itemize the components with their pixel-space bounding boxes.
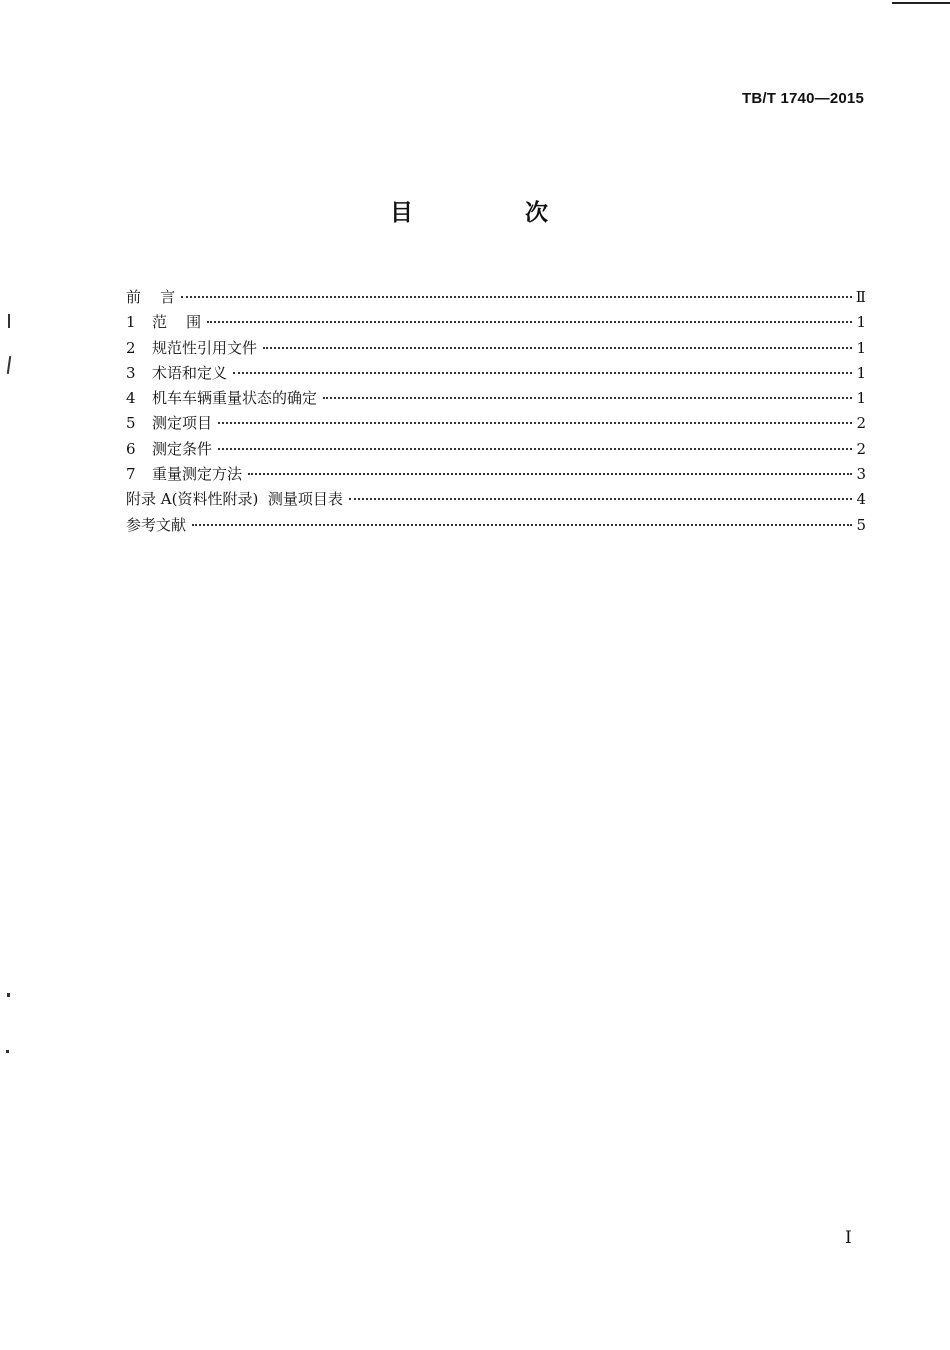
toc-entry-number: 7 — [126, 465, 136, 484]
toc-entry-label: 重量测定方法 — [152, 465, 243, 484]
toc-entry-label: 测定条件 — [152, 439, 213, 458]
toc-entry-terms-definitions[interactable] — [126, 361, 866, 386]
toc-entry-page: 4 — [856, 490, 866, 509]
toc-entry-number: 5 — [126, 414, 136, 433]
toc-entry-foreword[interactable] — [126, 285, 866, 310]
toc-entry-label: 术语和定义 — [152, 363, 228, 382]
toc-entry-number: 1 — [126, 313, 136, 332]
toc-entry-label: 参考文献 — [126, 515, 187, 534]
toc-entry-number: 6 — [126, 439, 136, 458]
scan-artifact-mark — [8, 314, 10, 328]
table-of-contents — [126, 285, 866, 538]
toc-dot-leader — [323, 397, 852, 399]
scan-edge-rule — [892, 2, 950, 4]
toc-entry-page: 3 — [856, 465, 866, 484]
toc-entry-page: 5 — [856, 515, 866, 534]
toc-dot-leader — [192, 524, 852, 526]
toc-entry-page: 2 — [856, 439, 866, 458]
toc-entry-appendix-a[interactable] — [126, 487, 866, 512]
toc-entry-bibliography[interactable] — [126, 513, 866, 538]
toc-dot-leader — [248, 473, 852, 475]
toc-title: 目 次 — [389, 200, 600, 226]
toc-entry-page: 2 — [856, 414, 866, 433]
toc-dot-leader — [349, 498, 853, 500]
toc-entry-page: 1 — [856, 313, 866, 332]
toc-entry-label: 测定项目 — [152, 414, 213, 433]
toc-entry-measurement-conditions[interactable] — [126, 437, 866, 462]
toc-entry-label: 附录 A(资料性附录) 测量项目表 — [126, 490, 343, 509]
toc-entry-label: 机车车辆重量状态的确定 — [152, 389, 318, 408]
toc-entry-scope[interactable] — [126, 310, 866, 335]
standard-number: TB/T 1740—2015 — [741, 90, 864, 107]
toc-entry-weight-state[interactable] — [126, 386, 866, 411]
toc-entry-number: 3 — [126, 363, 136, 382]
toc-entry-label: 范 围 — [152, 313, 202, 332]
toc-dot-leader — [218, 448, 852, 450]
scan-artifact-mark — [7, 993, 10, 997]
toc-entry-label: 规范性引用文件 — [152, 338, 258, 357]
scan-artifact-mark — [7, 356, 11, 374]
toc-dot-leader — [263, 347, 852, 349]
toc-entry-page: Ⅱ — [855, 288, 866, 306]
toc-entry-page: 1 — [856, 363, 866, 382]
toc-entry-page: 1 — [856, 338, 866, 357]
toc-entry-page: 1 — [856, 389, 866, 408]
toc-dot-leader — [207, 321, 852, 323]
toc-dot-leader — [218, 422, 852, 424]
page-number: I — [845, 1228, 852, 1248]
toc-dot-leader — [181, 296, 852, 298]
toc-entry-measurement-items[interactable] — [126, 411, 866, 436]
toc-entry-label: 前 言 — [126, 288, 176, 306]
toc-entry-number: 2 — [126, 338, 136, 357]
toc-entry-weighing-method[interactable] — [126, 462, 866, 487]
toc-entry-number: 4 — [126, 389, 136, 408]
toc-dot-leader — [233, 372, 852, 374]
scan-artifact-mark — [6, 1050, 9, 1053]
toc-entry-normative-references[interactable] — [126, 336, 866, 361]
